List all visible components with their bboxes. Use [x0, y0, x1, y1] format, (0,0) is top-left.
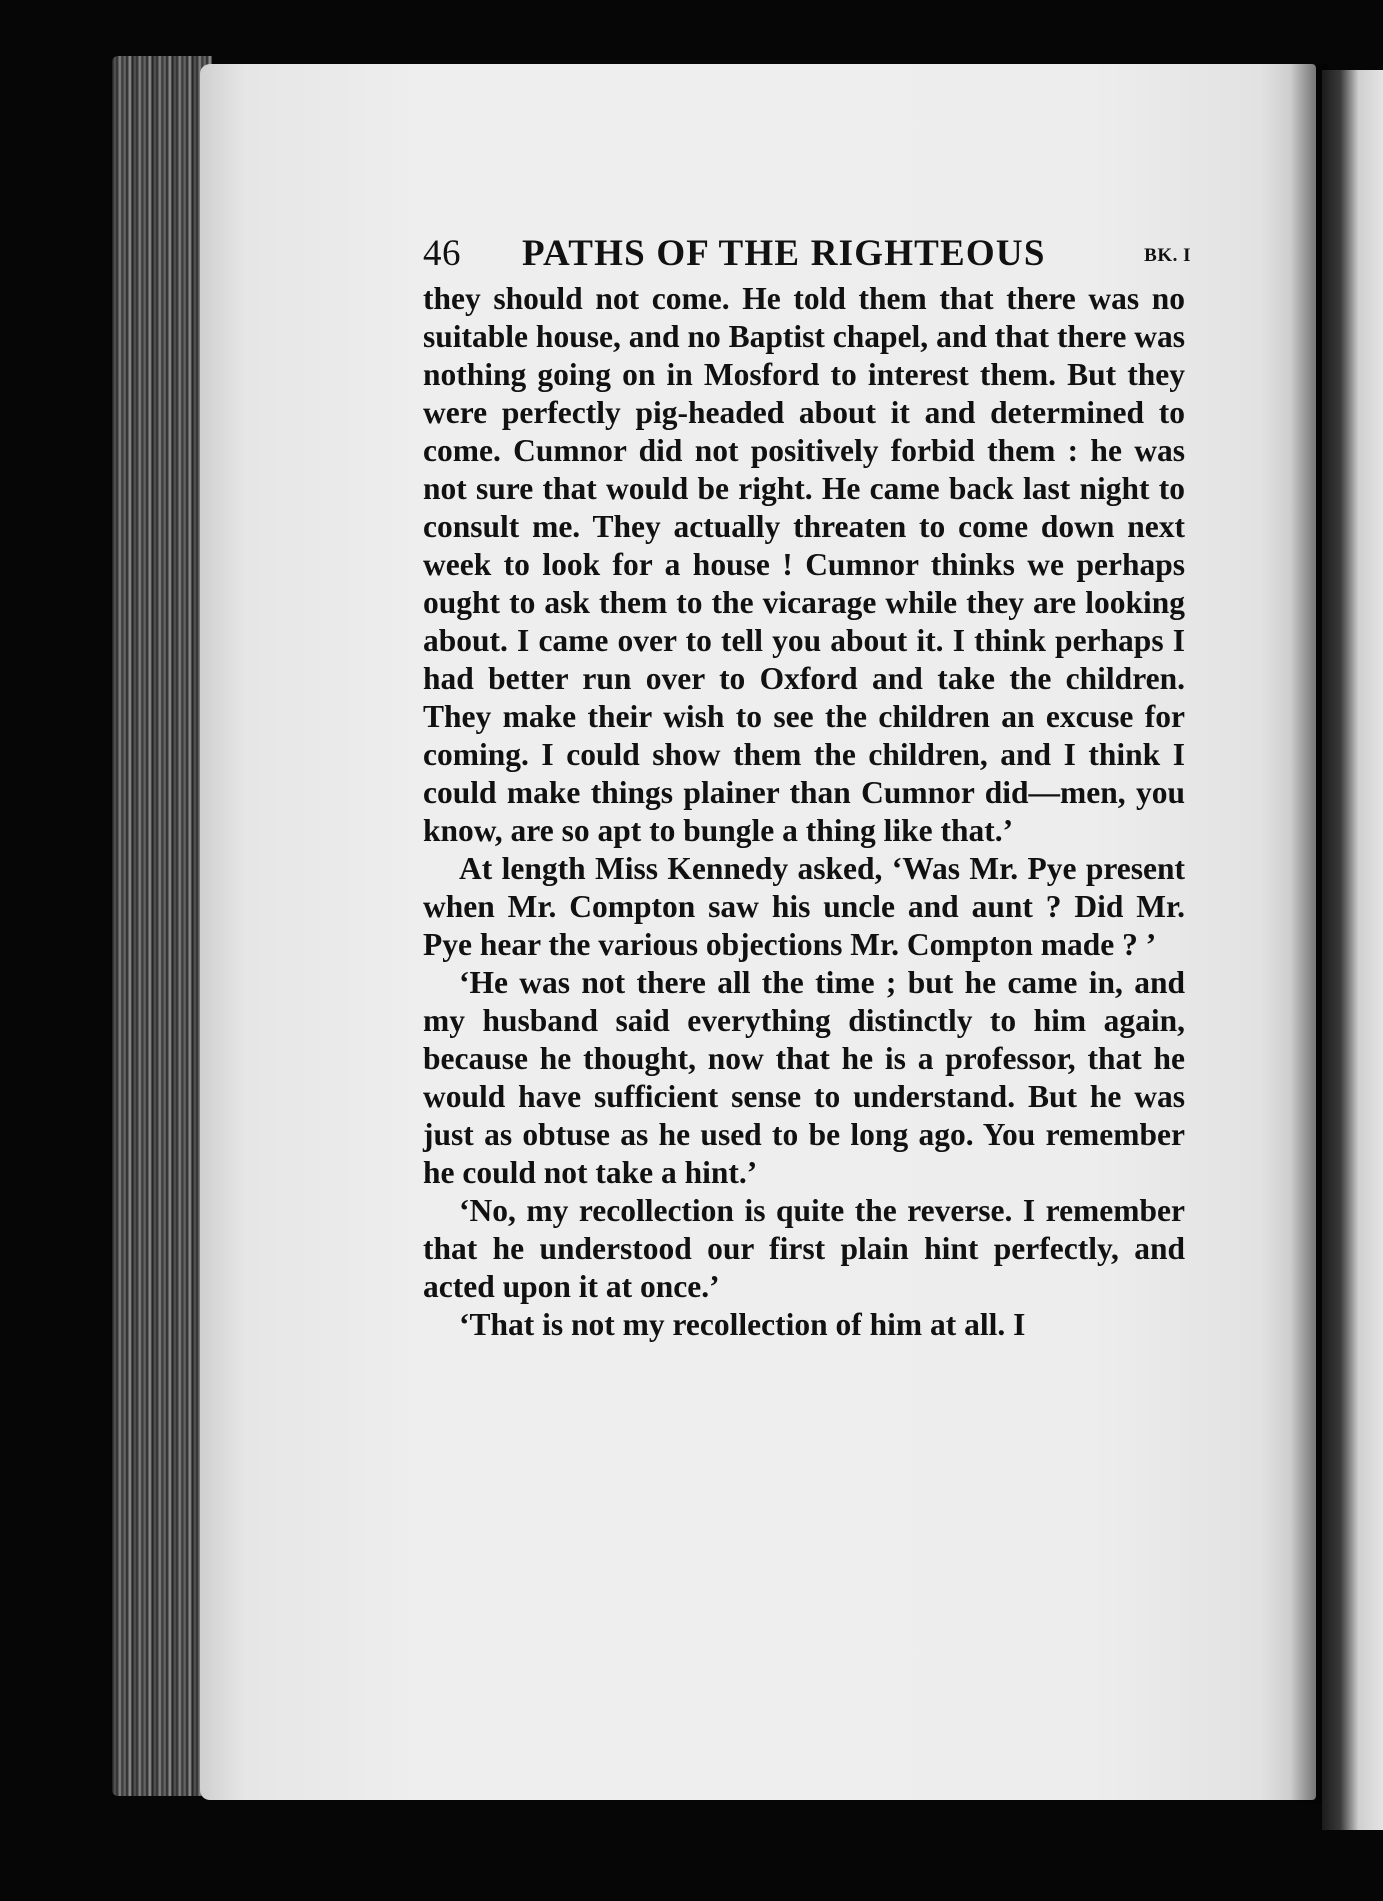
running-title: PATHS OF THE RIGHTEOUS	[522, 233, 1046, 274]
paragraph-5: ‘That is not my recollection of him at all. I	[459, 1307, 1026, 1342]
facing-page-edge	[1322, 70, 1383, 1830]
body-text	[423, 280, 1185, 1344]
page-number: 46	[423, 233, 461, 274]
book-reference: BK. I	[1144, 245, 1191, 266]
page-content	[423, 228, 1191, 1344]
paragraph-3: ‘He was not there all the time ; but he came in, and my husband said everything distinctly to him again, because he thought, now that he is a professor, that he would have sufficient sense to understand. But he was just as obtuse as he used to be long ago. You remember he could not take a hint.’	[423, 965, 1185, 1190]
running-header	[423, 228, 1191, 280]
paragraph-4: ‘No, my recollection is quite the reverse. I remember that he understood our first plain hint perfectly, and acted upon it at once.’	[423, 1193, 1185, 1304]
paragraph-2: At length Miss Kennedy asked, ‘Was Mr. Pye present when Mr. Compton saw his uncle and aunt ? Did Mr. Pye hear the various objections Mr. Compton made ? ’	[423, 851, 1185, 962]
page-edges	[112, 56, 212, 1796]
paragraph-1: they should not come. He told them that there was no suitable house, and no Baptist chapel, and that there was nothing going on in Mosford to interest them. But they were perfectly pig-headed about it and determined to come. Cumnor did not positively forbid them : he was not sure that would be right. He came back last night to consult me. They actually threaten to come down next week to look for a house ! Cumnor thinks we perhaps ought to ask them to the vicarage while they are looking about. I came over to tell you about it. I think perhaps I had better run over to Oxford and take the children. They make their wish to see the children an excuse for coming. I could show them the children, and I think I could make things plainer than Cumnor did—men, you know, are so apt to bungle a thing like that.’	[423, 281, 1185, 848]
